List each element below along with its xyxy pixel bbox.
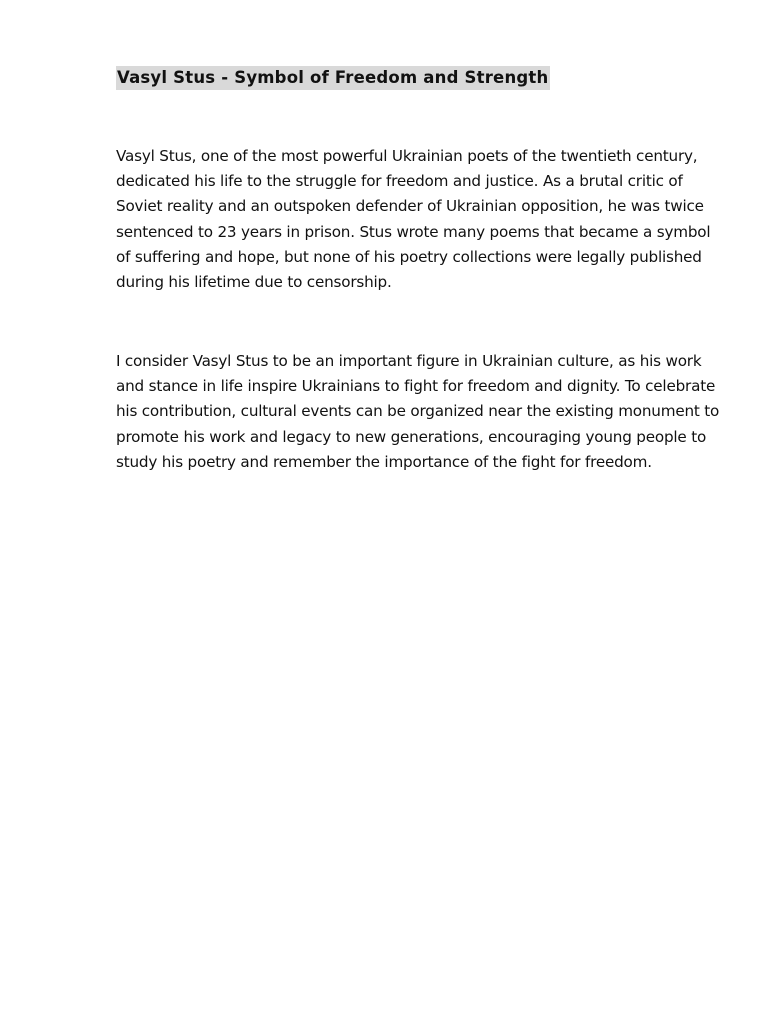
paragraph-intro: Vasyl Stus, one of the most powerful Ukrainian poets of the twentieth century, dedicated his life to the struggle for freedom and justice. As a brutal critic of Soviet reality and an outspoken defender of Ukrainian opposition, he was twice sentenced to 23 years in prison. Stus wrote many poems that became a symbol of suffering and hope, but none of his poetry collections were legally published during his lifetime due to censorship. [116,147,711,292]
paragraph-opinion: I consider Vasyl Stus to be an important figure in Ukrainian culture, as his work and stance in life inspire Ukrainians to fight for freedom and dignity. To celebrate his contribution, cultural events can be organized near the existing monument to promote his work and legacy to new generations, encouraging young people to study his poetry and remember the importance of the fight for freedom. [116,352,720,471]
title-container [116,66,550,90]
document-title: Vasyl Stus - Symbol of Freedom and Strength [116,66,550,90]
